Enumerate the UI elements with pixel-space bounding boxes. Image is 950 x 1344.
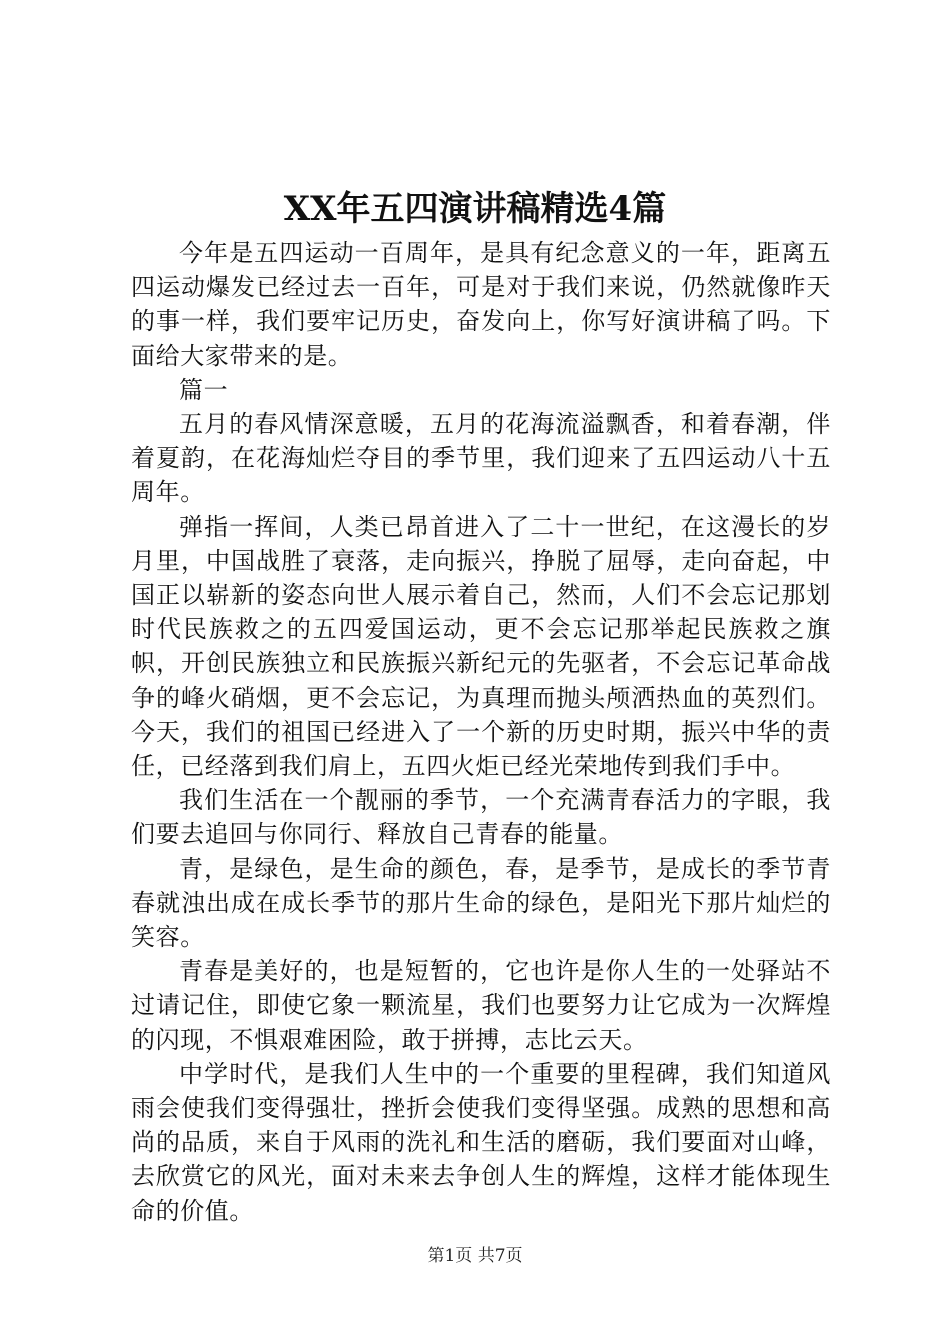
paragraph-youth-beauty: 青春是美好的，也是短暂的，它也许是你人生的一处驿站不过请记住，即使它象一颗流星，我们也要努力让它成为一次辉煌的闪现，不惧艰难困险，敢于拼搏，志比云天。 bbox=[131, 957, 831, 1054]
paragraph-green-youth: 青，是绿色，是生命的颜色，春，是季节，是成长的季节青春就浊出成在成长季节的那片生命的绿色，是阳光下那片灿烂的笑容。 bbox=[131, 854, 831, 952]
paragraph-intro: 今年是五四运动一百周年，是具有纪念意义的一年，距离五四运动爆发已经过去一百年，可是对于我们来说，仍然就像昨天的事一样，我们要牢记历史，奋发向上，你写好演讲稿了吗。下面给大家带来的是。 bbox=[131, 239, 831, 370]
paragraph-history: 弹指一挥间，人类已昂首进入了二十一世纪，在这漫长的岁月里，中国战胜了衰落，走向振兴，挣脱了屈辱，走向奋起，中国正以崭新的姿态向世人展示着自己，然而，人们不会忘记那划时代民族救之的五四爱国运动，更不会忘记那举起民族救之旗帜，开创民族独立和民族振兴新纪元的先驱者，不会忘记革命战争的峰火硝烟，更不会忘记，为真理而抛头颅洒热血的英烈们。今天，我们的祖国已经进入了一个新的历史时期，振兴中华的责任，已经落到我们肩上，五四火炬已经光荣地传到我们手中。 bbox=[131, 512, 831, 781]
document-title: XX年五四演讲稿精选4篇 bbox=[283, 189, 667, 229]
document-body bbox=[131, 236, 831, 1228]
paragraph-youth-season: 我们生活在一个靓丽的季节，一个充满青春活力的字眼，我们要去追回与你同行、释放自己青春的能量。 bbox=[131, 786, 831, 849]
page-footer: 第1页 共7页 bbox=[427, 1246, 523, 1266]
paragraph-middle-school: 中学时代，是我们人生中的一个重要的里程碑，我们知道风雨会使我们变得强壮，挫折会使我们变得坚强。成熟的思想和高尚的品质，来自于风雨的洗礼和生活的磨砺，我们要面对山峰，去欣赏它的风光，面对未来去争创人生的辉煌，这样才能体现生命的价值。 bbox=[131, 1059, 831, 1225]
paragraph-may-spring: 五月的春风情深意暖，五月的花海流溢飘香，和着春潮，伴着夏韵，在花海灿烂夺目的季节里，我们迎来了五四运动八十五周年。 bbox=[131, 410, 831, 507]
section-heading-part-one: 篇一 bbox=[179, 375, 229, 404]
